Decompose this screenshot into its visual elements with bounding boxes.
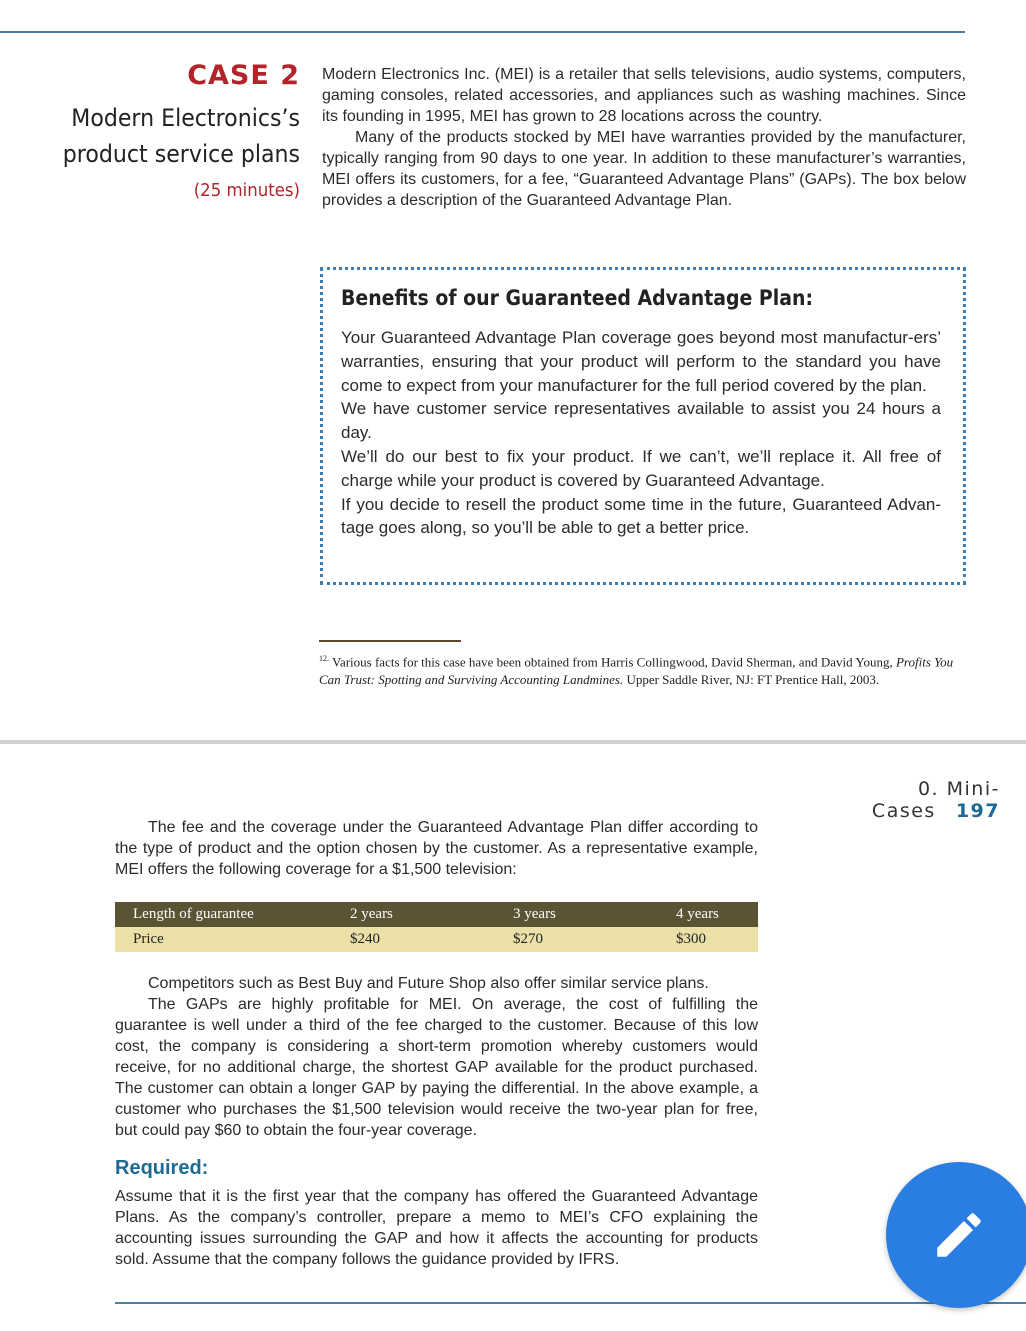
benefit-item: We’ll do our best to fix your product. If we can’t, we’ll replace it. All free of charge while your product is covered by Guaranteed Advantage. <box>341 446 941 490</box>
coverage-table <box>115 902 758 952</box>
table-header-cell: Length of guarantee <box>115 902 350 927</box>
table-cell: Price <box>115 927 350 952</box>
table-header-row <box>115 902 758 927</box>
top-rule <box>0 31 965 33</box>
case-title-line1: Modern Electronics’s <box>71 104 300 132</box>
coverage-paragraph: The fee and the coverage under the Guaranteed Advantage Plan differ according to the type of product and the option chosen by the customer. As a representative example, MEI offers the following coverage for a $1,500 television: <box>115 819 758 878</box>
intro-paragraph-2: Many of the products stocked by MEI have warranties provided by the manufacturer, typically ranging from 90 days to one year. In addition to these manufacturer’s warranties, MEI offers its customers, for a fee, “Guaranteed Advantage Plans” (GAPs). The box below provides a description of the Guaranteed Advantage Plan. <box>322 129 966 209</box>
benefit-item: We have customer service representatives available to assist you 24 hours a day. <box>341 399 941 443</box>
running-head <box>790 778 1000 822</box>
footnote-book-title: Profits You Can Trust: Spotting and Surviving Accounting Landmines. <box>319 654 954 688</box>
page-break <box>0 740 1026 744</box>
case-title-line2: product service plans <box>62 140 300 168</box>
footnote-publisher: Upper Saddle River, NJ: FT Prentice Hall, 2003. <box>626 672 880 688</box>
discussion-text <box>115 973 758 1141</box>
required-body: Assume that it is the first year that the company has offered the Guaranteed Advantage Plans. As the company’s controller, prepare a memo to MEI’s CFO explaining the accounting issues surrounding the GAP and how it affects the accounting for products sold. Assume that the company follows the guidance provided by IFRS. <box>115 1188 758 1268</box>
table-cell: $240 <box>350 927 513 952</box>
coverage-intro <box>115 817 758 880</box>
discussion-paragraph-1: Competitors such as Best Buy and Future Shop also offer similar service plans. <box>148 975 709 992</box>
footnote-rule <box>319 640 461 642</box>
case-title <box>61 100 300 172</box>
case-time: (25 minutes) <box>193 180 300 201</box>
page-number: 197 <box>955 800 1000 822</box>
intro-paragraph-1: Modern Electronics Inc. (MEI) is a retailer that sells televisions, audio systems, computers, gaming consoles, related accessories, and appliances such as washing machines. Since its founding in 1995, MEI has grown to 28 locations across the country. <box>322 66 966 125</box>
pencil-icon <box>930 1206 988 1264</box>
discussion-paragraph-2: The GAPs are highly profitable for MEI. On average, the cost of fulfilling the guarantee is well under a third of the fee charged to the customer. Because of this low cost, the company is considering a short-term promotion whereby customers would receive, for no additional charge, the shortest GAP available for the product purchased. The customer can obtain a longer GAP by paying the differential. In the above example, a customer who purchases the $1,500 television would receive the two-year plan for free, but could pay $60 to obtain the four-year coverage. <box>115 996 758 1139</box>
table-row <box>115 927 758 952</box>
footnote-marker: 12. <box>319 654 329 663</box>
intro-text <box>322 64 966 211</box>
table-header-cell: 3 years <box>513 902 676 927</box>
benefits-title: Benefits of our Guaranteed Advantage Plan: <box>341 286 814 310</box>
section-name: 0. Mini-Cases <box>871 778 1000 822</box>
edit-fab-button[interactable] <box>886 1162 1026 1308</box>
table-cell: $270 <box>513 927 676 952</box>
case-label: CASE 2 <box>187 60 300 91</box>
table-cell: $300 <box>676 927 758 952</box>
footnote-text: Various facts for this case have been obtained from Harris Collingwood, David Sherman, and David Young, <box>332 654 893 670</box>
bottom-rule <box>115 1302 1026 1304</box>
table-header-cell: 4 years <box>676 902 758 927</box>
required-heading: Required: <box>115 1157 209 1179</box>
footnote <box>319 650 966 689</box>
benefit-item: Your Guaranteed Advantage Plan coverage goes beyond most manufactur-ers’ warranties, ensuring that your product will perform to the standard you have come to expect from your manufacturer for the full period covered by the plan. <box>341 328 941 395</box>
benefits-list <box>341 326 941 540</box>
benefit-item: If you decide to resell the product some time in the future, Guaranteed Advan-tage goes along, so you’ll be able to get a better price. <box>341 494 941 538</box>
table-header-cell: 2 years <box>350 902 513 927</box>
